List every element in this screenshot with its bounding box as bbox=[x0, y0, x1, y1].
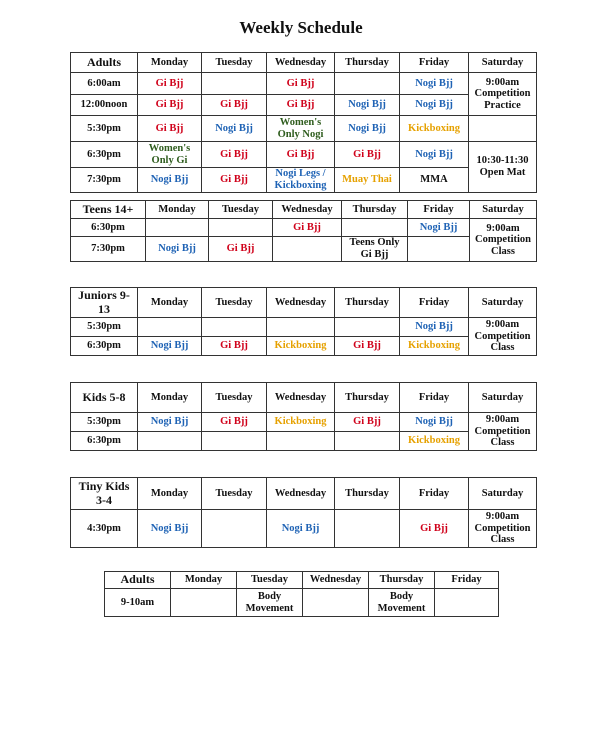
day-header-friday: Friday bbox=[400, 53, 469, 73]
class-cell bbox=[335, 318, 400, 337]
class-cell bbox=[202, 73, 267, 95]
day-header-monday: Monday bbox=[138, 478, 202, 510]
class-cell bbox=[335, 432, 400, 451]
class-cell: Nogi Bjj bbox=[138, 168, 202, 193]
day-header-thursday: Thursday bbox=[335, 383, 400, 413]
day-header-saturday: Saturday bbox=[469, 383, 537, 413]
class-cell: Nogi Bjj bbox=[400, 413, 469, 432]
class-cell: Nogi Bjj bbox=[400, 95, 469, 116]
class-cell bbox=[202, 318, 267, 337]
teens-schedule-table bbox=[70, 200, 537, 262]
day-header-wednesday: Wednesday bbox=[267, 383, 335, 413]
header-row bbox=[71, 383, 537, 413]
class-cell: Gi Bjj bbox=[267, 95, 335, 116]
day-header-monday: Monday bbox=[138, 53, 202, 73]
juniors-schedule-table bbox=[70, 287, 537, 356]
page-title: Weekly Schedule bbox=[239, 18, 363, 37]
class-cell: Gi Bjj bbox=[335, 413, 400, 432]
class-cell: Kickboxing bbox=[400, 432, 469, 451]
saturday-cell bbox=[469, 116, 537, 142]
adults-body-movement-table bbox=[104, 571, 499, 617]
class-cell: Nogi Bjj bbox=[202, 116, 267, 142]
day-header-wednesday: Wednesday bbox=[273, 201, 342, 219]
class-cell: Nogi Bjj bbox=[400, 318, 469, 337]
class-cell bbox=[202, 510, 267, 548]
day-header-thursday: Thursday bbox=[369, 572, 435, 589]
day-header-friday: Friday bbox=[400, 478, 469, 510]
day-header-tuesday: Tuesday bbox=[202, 288, 267, 318]
class-cell: Gi Bjj bbox=[335, 142, 400, 168]
day-header-tuesday: Tuesday bbox=[209, 201, 273, 219]
day-header-monday: Monday bbox=[146, 201, 209, 219]
class-cell: Gi Bjj bbox=[267, 142, 335, 168]
class-cell: Body Movement bbox=[237, 589, 303, 617]
adults-schedule-table bbox=[70, 52, 537, 193]
group-label: Adults bbox=[71, 53, 138, 73]
class-cell: Nogi Bjj bbox=[400, 73, 469, 95]
time-cell: 5:30pm bbox=[71, 318, 138, 337]
class-cell bbox=[273, 237, 342, 262]
day-header-friday: Friday bbox=[408, 201, 470, 219]
class-cell: Kickboxing bbox=[400, 116, 469, 142]
class-cell: Nogi Bjj bbox=[400, 142, 469, 168]
day-header-friday: Friday bbox=[400, 288, 469, 318]
class-cell bbox=[138, 318, 202, 337]
schedule-row bbox=[71, 95, 537, 116]
time-cell: 6:30pm bbox=[71, 432, 138, 451]
day-header-saturday: Saturday bbox=[470, 201, 537, 219]
class-cell: Women's Only Gi bbox=[138, 142, 202, 168]
class-cell: Gi Bjj bbox=[202, 95, 267, 116]
class-cell: Gi Bjj bbox=[400, 510, 469, 548]
class-cell: MMA bbox=[400, 168, 469, 193]
time-cell: 12:00noon bbox=[71, 95, 138, 116]
day-header-thursday: Thursday bbox=[335, 53, 400, 73]
time-cell: 4:30pm bbox=[71, 510, 138, 548]
class-cell: Nogi Bjj bbox=[267, 510, 335, 548]
day-header-saturday: Saturday bbox=[469, 288, 537, 318]
class-cell: Gi Bjj bbox=[273, 219, 342, 237]
class-cell: Nogi Legs / Kickboxing bbox=[267, 168, 335, 193]
day-header-wednesday: Wednesday bbox=[267, 53, 335, 73]
class-cell: Nogi Bjj bbox=[335, 95, 400, 116]
time-cell: 6:30pm bbox=[71, 219, 146, 237]
class-cell: Kickboxing bbox=[400, 337, 469, 356]
class-cell: Nogi Bjj bbox=[138, 413, 202, 432]
class-cell: Gi Bjj bbox=[202, 168, 267, 193]
day-header-friday: Friday bbox=[400, 383, 469, 413]
day-header-monday: Monday bbox=[138, 288, 202, 318]
class-cell: Gi Bjj bbox=[335, 337, 400, 356]
class-cell: Kickboxing bbox=[267, 413, 335, 432]
class-cell bbox=[342, 219, 408, 237]
header-row bbox=[71, 478, 537, 510]
class-cell: Gi Bjj bbox=[138, 116, 202, 142]
day-header-wednesday: Wednesday bbox=[267, 288, 335, 318]
header-row bbox=[105, 572, 499, 589]
class-cell bbox=[335, 510, 400, 548]
time-cell: 6:00am bbox=[71, 73, 138, 95]
day-header-monday: Monday bbox=[138, 383, 202, 413]
day-header-thursday: Thursday bbox=[335, 288, 400, 318]
time-cell: 6:30pm bbox=[71, 142, 138, 168]
saturday-cell: 9:00am Competition Practice bbox=[469, 73, 537, 116]
tiny-kids-schedule-table bbox=[70, 477, 537, 548]
kids-schedule-table bbox=[70, 382, 537, 451]
class-cell: Muay Thai bbox=[335, 168, 400, 193]
time-cell: 5:30pm bbox=[71, 413, 138, 432]
class-cell bbox=[171, 589, 237, 617]
group-label: Tiny Kids 3-4 bbox=[71, 478, 138, 510]
class-cell bbox=[267, 318, 335, 337]
class-cell: Gi Bjj bbox=[202, 337, 267, 356]
class-cell: Gi Bjj bbox=[202, 413, 267, 432]
saturday-cell: 9:00am Competition Class bbox=[469, 413, 537, 451]
day-header-wednesday: Wednesday bbox=[303, 572, 369, 589]
header-row bbox=[71, 201, 537, 219]
schedule-row bbox=[71, 168, 537, 193]
class-cell: Kickboxing bbox=[267, 337, 335, 356]
class-cell: Nogi Bjj bbox=[335, 116, 400, 142]
class-cell: Nogi Bjj bbox=[138, 337, 202, 356]
class-cell bbox=[303, 589, 369, 617]
schedule-row bbox=[71, 219, 537, 237]
day-header-thursday: Thursday bbox=[335, 478, 400, 510]
schedule-row bbox=[71, 337, 537, 356]
day-header-tuesday: Tuesday bbox=[202, 53, 267, 73]
class-cell: Gi Bjj bbox=[209, 237, 273, 262]
class-cell: Gi Bjj bbox=[138, 73, 202, 95]
class-cell bbox=[335, 73, 400, 95]
day-header-tuesday: Tuesday bbox=[202, 383, 267, 413]
class-cell: Nogi Bjj bbox=[146, 237, 209, 262]
class-cell bbox=[138, 432, 202, 451]
time-cell: 5:30pm bbox=[71, 116, 138, 142]
header-row bbox=[71, 288, 537, 318]
schedule-row bbox=[71, 413, 537, 432]
day-header-tuesday: Tuesday bbox=[237, 572, 303, 589]
class-cell bbox=[435, 589, 499, 617]
class-cell: Body Movement bbox=[369, 589, 435, 617]
day-header-monday: Monday bbox=[171, 572, 237, 589]
time-cell: 9-10am bbox=[105, 589, 171, 617]
time-cell: 7:30pm bbox=[71, 168, 138, 193]
time-cell: 6:30pm bbox=[71, 337, 138, 356]
class-cell: Gi Bjj bbox=[138, 95, 202, 116]
class-cell bbox=[408, 237, 470, 262]
class-cell: Teens Only Gi Bjj bbox=[342, 237, 408, 262]
saturday-cell: 9:00am Competition Class bbox=[469, 318, 537, 356]
schedule-row bbox=[71, 432, 537, 451]
group-label: Kids 5-8 bbox=[71, 383, 138, 413]
day-header-saturday: Saturday bbox=[469, 478, 537, 510]
saturday-cell: 10:30-11:30 Open Mat bbox=[469, 142, 537, 193]
class-cell: Gi Bjj bbox=[267, 73, 335, 95]
group-label: Adults bbox=[105, 572, 171, 589]
day-header-saturday: Saturday bbox=[469, 53, 537, 73]
saturday-cell: 9:00am Competition Class bbox=[469, 510, 537, 548]
schedule-row bbox=[105, 589, 499, 617]
group-label: Juniors 9-13 bbox=[71, 288, 138, 318]
schedule-row bbox=[71, 116, 537, 142]
header-row bbox=[71, 53, 537, 73]
class-cell: Gi Bjj bbox=[202, 142, 267, 168]
day-header-friday: Friday bbox=[435, 572, 499, 589]
class-cell bbox=[146, 219, 209, 237]
group-label: Teens 14+ bbox=[71, 201, 146, 219]
class-cell bbox=[267, 432, 335, 451]
class-cell bbox=[209, 219, 273, 237]
saturday-cell: 9:00am Competition Class bbox=[470, 219, 537, 262]
class-cell bbox=[202, 432, 267, 451]
schedule-row bbox=[71, 237, 537, 262]
schedule-row bbox=[71, 73, 537, 95]
time-cell: 7:30pm bbox=[71, 237, 146, 262]
class-cell: Women's Only Nogi bbox=[267, 116, 335, 142]
class-cell: Nogi Bjj bbox=[138, 510, 202, 548]
day-header-wednesday: Wednesday bbox=[267, 478, 335, 510]
class-cell: Nogi Bjj bbox=[408, 219, 470, 237]
schedule-row bbox=[71, 318, 537, 337]
schedule-row bbox=[71, 142, 537, 168]
day-header-thursday: Thursday bbox=[342, 201, 408, 219]
schedule-row bbox=[71, 510, 537, 548]
day-header-tuesday: Tuesday bbox=[202, 478, 267, 510]
